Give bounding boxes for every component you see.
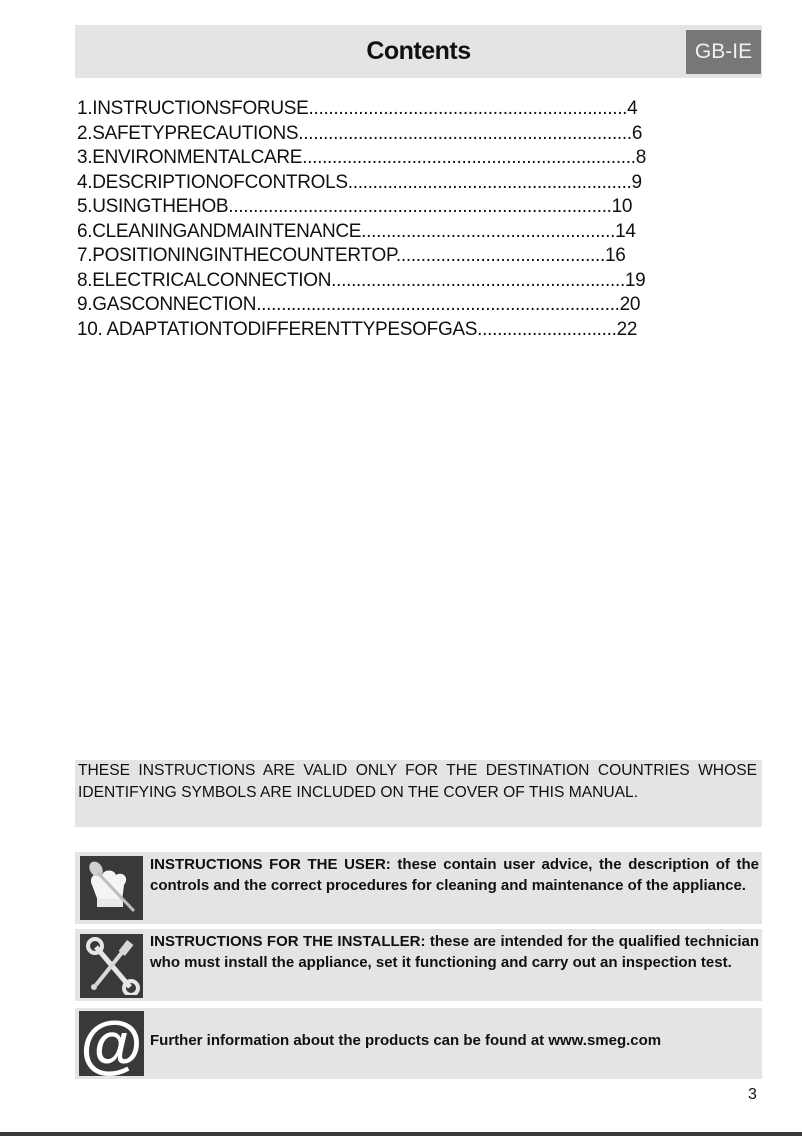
toc-entry-text: 6.CLEANINGANDMAINTENANCE...................................................14 [77, 220, 636, 242]
toc-entry-text: 9.GASCONNECTION.........................................................................20 [77, 294, 641, 315]
table-of-contents [77, 97, 757, 342]
at-sign-icon [79, 1007, 144, 1080]
installer-instructions-box [75, 929, 762, 1001]
toc-entry-text: 8.ELECTRICALCONNECTION...........................................................19 [77, 269, 646, 291]
toc-entry-text: 4.DESCRIPTIONOFCONTROLS.........................................................9 [77, 171, 642, 193]
page-number: 3 [748, 1086, 757, 1103]
page-title: Contents [366, 37, 471, 65]
wrench-screwdriver-icon [80, 934, 143, 998]
destination-notice [75, 760, 762, 827]
toc-entry-text: 1.INSTRUCTIONSFORUSE................................................................4 [77, 98, 638, 119]
website-info-box [75, 1008, 762, 1079]
language-badge: GB-IE [686, 30, 761, 74]
chef-spoon-icon [80, 856, 143, 920]
toc-entry-7[interactable] [77, 244, 757, 269]
toc-entry-5[interactable] [77, 195, 757, 220]
toc-entry-text: 5.USINGTHEHOB.............................................................................10 [77, 196, 633, 217]
toc-entry-text: 2.SAFETYPRECAUTIONS...................................................................6 [77, 122, 643, 144]
toc-entry-6[interactable] [77, 220, 757, 245]
at-sign-glyph: @ [80, 1007, 143, 1080]
toc-entry-8[interactable] [77, 269, 757, 294]
toc-entry-3[interactable] [77, 146, 757, 171]
user-instructions-box [75, 852, 762, 924]
bottom-divider [0, 1132, 802, 1136]
toc-entry-text: 7.POSITIONINGINTHECOUNTERTOP..........................................16 [77, 245, 626, 266]
website-info-text: Further information about the products can be found at www.smeg.com [150, 1032, 662, 1049]
toc-entry-text: 3.ENVIRONMENTALCARE...................................................................8 [77, 147, 647, 168]
toc-entry-4[interactable] [77, 171, 757, 196]
toc-entry-text: 10. ADAPTATIONTODIFFERENTTYPESOFGAS............................22 [77, 318, 638, 340]
contents-header-bar [75, 25, 762, 78]
user-instructions-text: INSTRUCTIONS FOR THE USER: these contain user advice, the description of the controls and the correct procedures for cleaning and maintenance of the appliance. [150, 856, 759, 894]
toc-entry-2[interactable] [77, 122, 757, 147]
notice-text: THESE INSTRUCTIONS ARE VALID ONLY FOR THE DESTINATION COUNTRIES WHOSE IDENTIFYING SYMBOLS ARE INCLUDED ON THE COVER OF THIS MANUAL. [78, 762, 757, 801]
toc-entry-9[interactable] [77, 293, 757, 318]
toc-entry-1[interactable] [77, 97, 757, 122]
installer-instructions-text: INSTRUCTIONS FOR THE INSTALLER: these are intended for the qualified technician who must install the appliance, set it functioning and carry out an inspection test. [150, 933, 759, 971]
toc-entry-10[interactable] [77, 318, 757, 343]
